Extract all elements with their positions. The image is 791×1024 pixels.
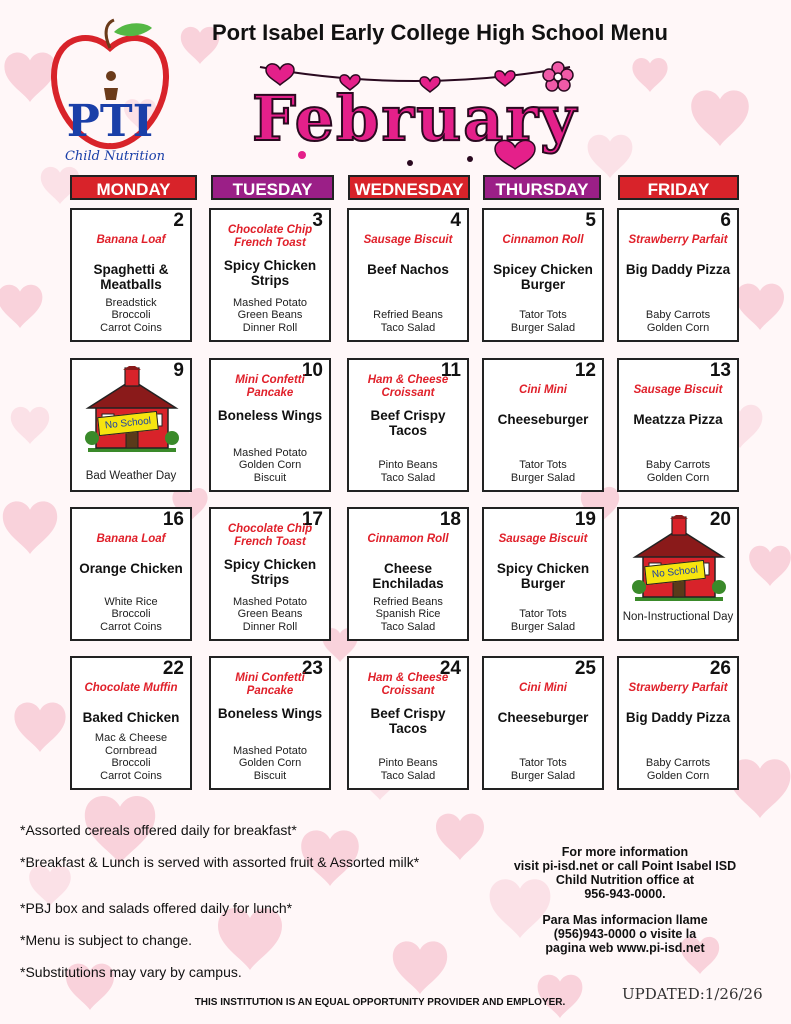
day-number: 9 (173, 360, 184, 381)
side-items (75, 596, 187, 634)
side-items (214, 745, 326, 783)
lunch-entree: Cheeseburger (497, 412, 589, 427)
menu-day-cell (70, 358, 192, 492)
day-number: 10 (301, 360, 323, 381)
menu-day-cell (209, 507, 331, 641)
day-number: 23 (301, 658, 323, 679)
day-number: 3 (312, 210, 323, 231)
side-items (214, 596, 326, 634)
side-item: White Rice (104, 595, 158, 608)
menu-day-cell (617, 208, 739, 342)
lunch-entree: Cheeseburger (497, 710, 589, 725)
menu-day-cell (70, 656, 192, 790)
lunch-entree: Beef Crispy Tacos (370, 408, 446, 438)
lunch-entree: Spicy Chicken Strips (223, 258, 317, 288)
breakfast-item: Sausage Biscuit (498, 533, 588, 545)
breakfast-item: Cinnamon Roll (367, 533, 449, 545)
day-header-friday: FRIDAY (618, 175, 739, 200)
side-item: Carrot Coins (100, 321, 162, 334)
lunch-entree: Boneless Wings (217, 408, 323, 423)
breakfast-item: Banana Loaf (96, 234, 166, 246)
side-item: Tator Tots (519, 757, 567, 769)
breakfast-item: Mini Confetti Pancake (235, 672, 305, 697)
menu-day-cell (209, 208, 331, 342)
menu-day-cell (70, 208, 192, 342)
note: *Menu is subject to change. (20, 932, 192, 948)
menu-day-cell (617, 507, 739, 641)
side-item: Refried Beans (373, 309, 443, 321)
note: *Substitutions may vary by campus. (20, 964, 242, 980)
side-item: Pinto Beans (378, 757, 438, 769)
contact-line: Child Nutrition office at (555, 873, 695, 887)
day-header-tuesday: TUESDAY (211, 175, 334, 200)
no-school-badge: No School (97, 411, 159, 436)
breakfast-item: Cini Mini (519, 682, 567, 694)
equal-opportunity-statement: THIS INSTITUTION IS AN EQUAL OPPORTUNITY PROVIDER AND EMPLOYER. (194, 997, 566, 1008)
side-items (622, 757, 734, 782)
side-item: Pinto Beans (378, 459, 438, 471)
breakfast-item: Chocolate Muffin (84, 682, 178, 694)
day-number: 4 (450, 210, 461, 231)
menu-day-cell (347, 507, 469, 641)
day-header-monday: MONDAY (70, 175, 197, 200)
menu-day-cell (209, 358, 331, 492)
side-item: Broccoli (111, 608, 151, 620)
side-item: Golden Corn (646, 321, 710, 334)
schoolhouse-icon (84, 366, 180, 452)
logo-label: Child Nutrition (64, 149, 165, 164)
side-item: Cornbread (105, 744, 157, 757)
side-item: Burger Salad (510, 769, 576, 782)
day-number: 26 (709, 658, 731, 679)
lunch-entree: Spicey Chicken Burger (493, 262, 593, 292)
schoolhouse-icon (631, 515, 727, 601)
lunch-entree: Beef Crispy Tacos (370, 706, 446, 736)
day-number: 13 (709, 360, 731, 381)
side-item: Carrot Coins (100, 769, 162, 782)
lunch-entree: Spicy Chicken Burger (496, 561, 590, 591)
menu-day-cell (209, 656, 331, 790)
lunch-entree: Boneless Wings (217, 706, 323, 721)
side-item: Mashed Potato (233, 595, 307, 608)
breakfast-item: Ham & Cheese Croissant (367, 374, 449, 399)
side-item: Baby Carrots (645, 309, 711, 321)
note: *Assorted cereals offered daily for breakfast* (20, 822, 297, 838)
no-school-caption: Bad Weather Day (85, 470, 177, 482)
contact-line-spanish: (956)943-0000 o visite la (553, 927, 697, 941)
day-number: 16 (162, 509, 184, 530)
menu-day-cell (482, 358, 604, 492)
side-item: Mashed Potato (233, 296, 307, 309)
menu-day-cell (347, 656, 469, 790)
lunch-entree: Cheese Enchiladas (372, 561, 444, 591)
day-number: 17 (301, 509, 323, 530)
side-item: Burger Salad (510, 620, 576, 633)
day-number: 5 (585, 210, 596, 231)
side-items (487, 459, 599, 484)
month-title: February (251, 82, 579, 155)
side-item: Mashed Potato (233, 744, 307, 757)
side-item: Golden Corn (646, 769, 710, 782)
menu-day-cell (347, 358, 469, 492)
contact-line: For more information (561, 845, 689, 859)
menu-day-cell (347, 208, 469, 342)
lunch-entree: Spaghetti & Meatballs (93, 262, 169, 292)
menu-day-cell (482, 507, 604, 641)
lunch-entree: Meatzza Pizza (633, 412, 723, 427)
side-items (352, 309, 464, 334)
day-number: 12 (574, 360, 596, 381)
side-item: Baby Carrots (645, 459, 711, 471)
lunch-entree: Orange Chicken (79, 561, 183, 576)
lunch-entree: Baked Chicken (82, 710, 180, 725)
pti-child-nutrition-logo (48, 18, 173, 168)
side-items (352, 459, 464, 484)
menu-day-cell (482, 656, 604, 790)
logo-letters: PTI (66, 96, 154, 147)
breakfast-item: Strawberry Parfait (628, 682, 728, 694)
side-item: Carrot Coins (100, 620, 162, 633)
day-number: 18 (439, 509, 461, 530)
contact-line: visit pi-isd.net or call Point Isabel ISD (513, 859, 737, 873)
school-title: Port Isabel Early College High School Menu (212, 20, 668, 45)
day-number: 22 (162, 658, 184, 679)
side-item: Mashed Potato (233, 446, 307, 459)
menu-day-cell (482, 208, 604, 342)
side-items (352, 596, 464, 634)
side-item: Taco Salad (380, 620, 436, 633)
side-item: Golden Corn (238, 757, 302, 769)
day-number: 20 (709, 509, 731, 530)
day-number: 19 (574, 509, 596, 530)
side-item: Biscuit (253, 471, 287, 484)
note: *Breakfast & Lunch is served with assorted fruit & Assorted milk* (20, 854, 420, 870)
side-item: Taco Salad (380, 321, 436, 334)
side-item: Green Beans (237, 309, 303, 321)
lunch-entree: Spicy Chicken Strips (223, 557, 317, 587)
side-item: Taco Salad (380, 769, 436, 782)
breakfast-item: Chocolate Chip French Toast (227, 523, 313, 548)
day-number: 11 (440, 360, 461, 381)
side-item: Burger Salad (510, 471, 576, 484)
day-number: 6 (720, 210, 731, 231)
side-item: Tator Tots (519, 309, 567, 321)
contact-line-spanish: Para Mas informacion llame (542, 913, 708, 927)
side-items (622, 459, 734, 484)
side-item: Golden Corn (238, 459, 302, 471)
no-school-caption: Non-Instructional Day (622, 611, 734, 623)
breakfast-item: Banana Loaf (96, 533, 166, 545)
side-items (75, 732, 187, 782)
side-items (487, 757, 599, 782)
breakfast-item: Chocolate Chip French Toast (227, 224, 313, 249)
side-item: Green Beans (237, 608, 303, 620)
menu-day-cell (617, 358, 739, 492)
side-item: Burger Salad (510, 321, 576, 334)
day-number: 24 (439, 658, 461, 679)
note: *PBJ box and salads offered daily for lunch* (20, 900, 293, 916)
side-item: Mac & Cheese (94, 732, 168, 744)
side-item: Taco Salad (380, 471, 436, 484)
side-item: Spanish Rice (375, 608, 441, 620)
menu-day-cell (617, 656, 739, 790)
breakfast-item: Cini Mini (519, 384, 567, 396)
day-header-wednesday: WEDNESDAY (348, 175, 470, 200)
side-items (622, 309, 734, 334)
contact-info (490, 845, 760, 955)
lunch-entree: Beef Nachos (367, 262, 449, 277)
side-item: Dinner Roll (242, 321, 298, 334)
side-item: Golden Corn (646, 471, 710, 484)
side-item: Refried Beans (373, 595, 443, 608)
side-item: Broccoli (111, 309, 151, 321)
side-item: Baby Carrots (645, 757, 711, 769)
day-number: 2 (173, 210, 184, 231)
side-items (487, 608, 599, 633)
side-item: Tator Tots (519, 459, 567, 471)
menu-day-cell (70, 507, 192, 641)
side-items (352, 757, 464, 782)
contact-line-spanish: pagina web www.pi-isd.net (545, 941, 705, 955)
breakfast-item: Sausage Biscuit (363, 234, 453, 246)
lunch-entree: Big Daddy Pizza (625, 710, 731, 725)
side-item: Tator Tots (519, 608, 567, 620)
updated-date: UPDATED:1/26/26 (622, 985, 763, 1003)
day-header-thursday: THURSDAY (483, 175, 601, 200)
lunch-entree: Big Daddy Pizza (625, 262, 731, 277)
no-school-badge: No School (644, 560, 706, 585)
side-item: Breadstick (105, 296, 157, 309)
breakfast-item: Ham & Cheese Croissant (367, 672, 449, 697)
side-items (214, 297, 326, 335)
side-items (214, 447, 326, 485)
breakfast-item: Strawberry Parfait (628, 234, 728, 246)
side-items (75, 297, 187, 335)
breakfast-item: Mini Confetti Pancake (235, 374, 305, 399)
contact-line: 956-943-0000. (584, 887, 666, 901)
side-item: Dinner Roll (242, 620, 298, 633)
side-item: Biscuit (253, 769, 287, 782)
day-number: 25 (574, 658, 596, 679)
breakfast-item: Cinnamon Roll (502, 234, 584, 246)
breakfast-item: Sausage Biscuit (633, 384, 723, 396)
side-item: Broccoli (111, 757, 151, 769)
side-items (487, 309, 599, 334)
